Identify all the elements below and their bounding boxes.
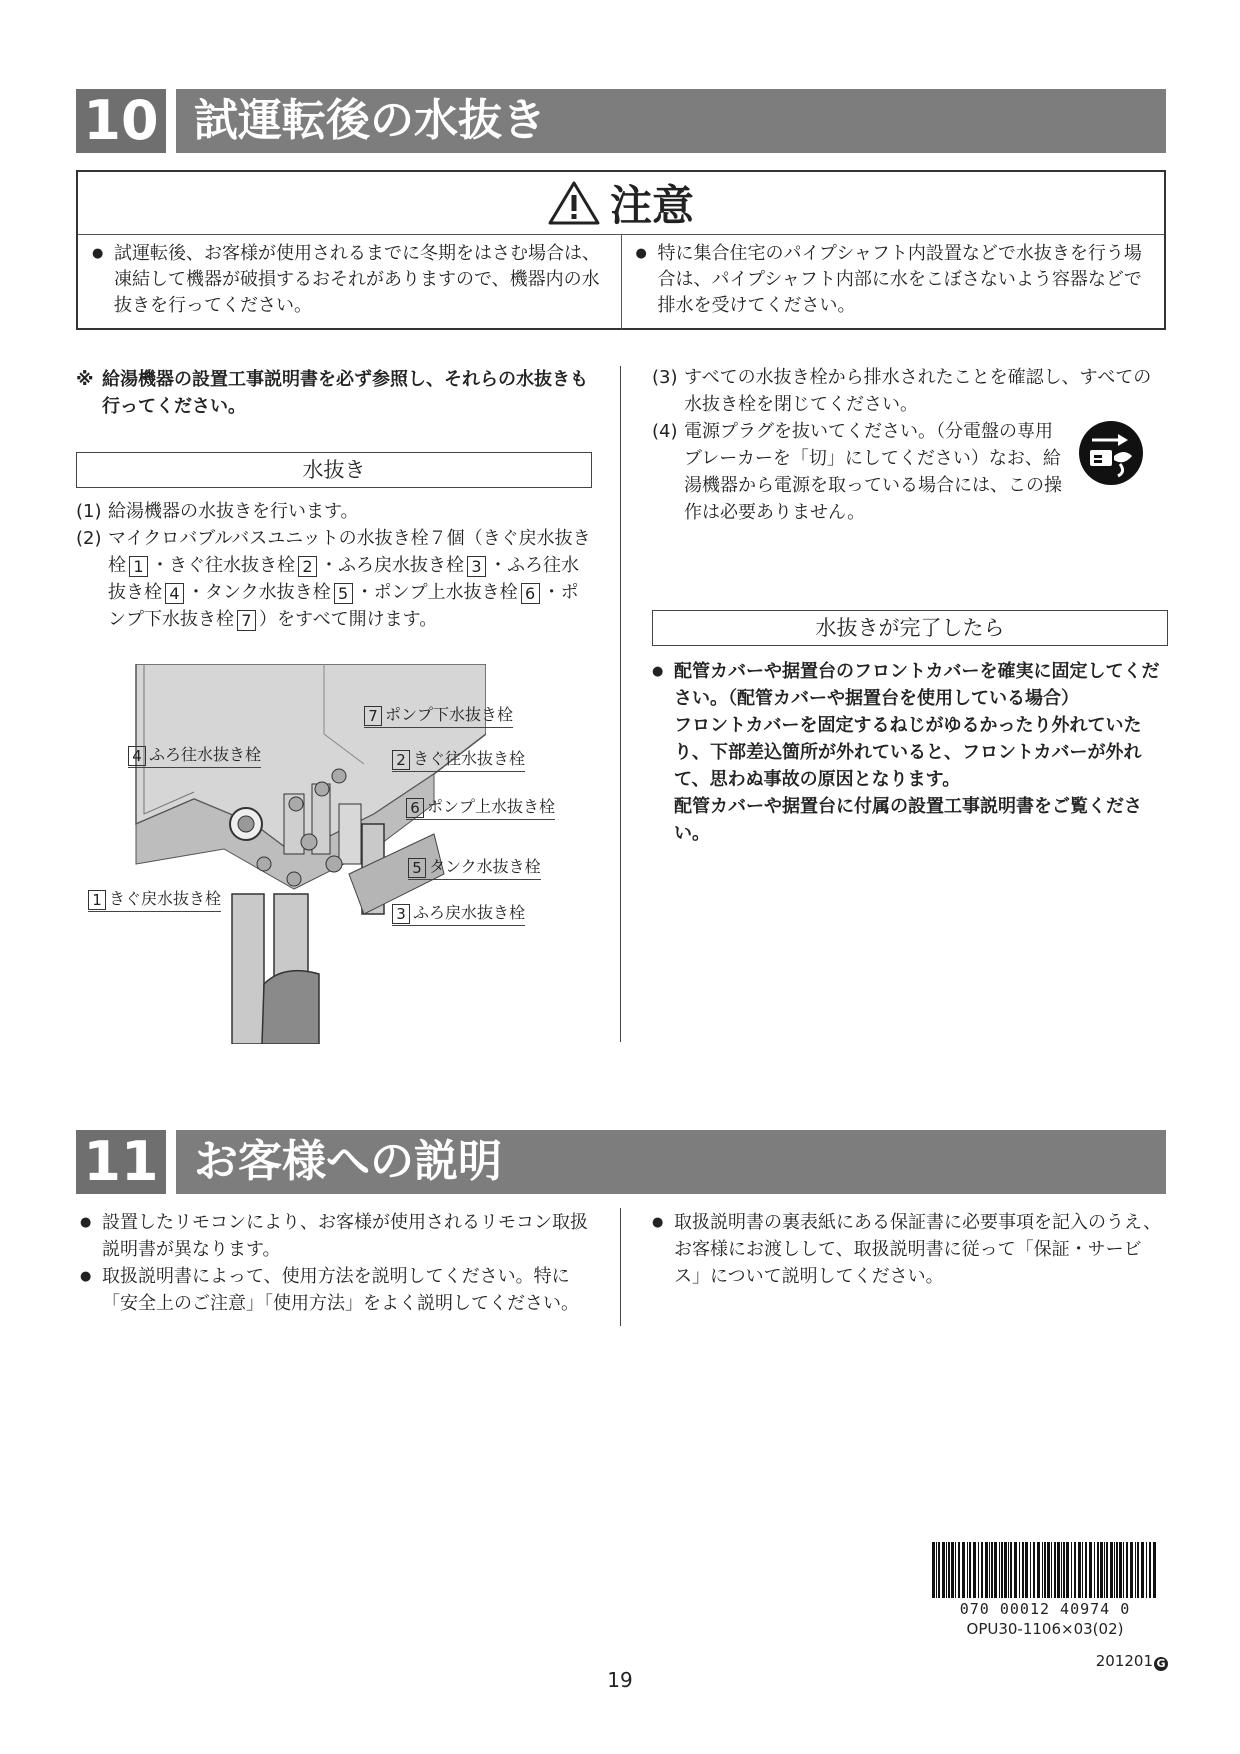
step-2-text-1: ・きぐ往水抜き栓 — [151, 555, 295, 576]
step-3 — [652, 364, 1168, 418]
barcode-bar — [946, 1542, 947, 1598]
doc-code: OPU30-1106×03(02) — [966, 1620, 1124, 1638]
caution-header — [78, 172, 1164, 235]
barcode-bar — [1094, 1542, 1095, 1598]
barcode-bar — [1014, 1542, 1017, 1598]
mizunuki-steps — [76, 498, 594, 633]
step-2-text-7: ）をすべて開けます。 — [259, 609, 438, 630]
barcode-bar — [999, 1542, 1000, 1598]
complete-text-2: フロントカバーを固定するねじがゆるかったり外れていたり、下部差込箇所が外れていると、フロントカバーが外れて、思わぬ事故の原因となります。 — [674, 715, 1142, 790]
barcode-bar — [1135, 1542, 1136, 1598]
plug-number-7: 7 — [237, 610, 256, 631]
section-11-left — [80, 1209, 594, 1317]
section-11-right — [652, 1209, 1168, 1290]
plug-number-2: 2 — [298, 556, 317, 577]
barcode-bar — [1033, 1542, 1035, 1598]
section-10-title: 試運転後の水抜き — [176, 89, 1166, 153]
step-4-text: 電源プラグを抜いてください。（分電盤の専用ブレーカーを「切」にしてください）なお、給湯機器から電源を取っている場合には、この操作は必要ありません。 — [684, 421, 1062, 523]
barcode-bar — [1119, 1542, 1122, 1598]
plug-number-3: 3 — [467, 556, 486, 577]
callout-plug-5 — [408, 856, 541, 880]
g-mark-icon: G — [1154, 1657, 1168, 1671]
note-text: 給湯機器の設置工事説明書を必ず参照し、それらの水抜きも行ってください。 — [102, 369, 588, 417]
barcode-bar — [967, 1542, 968, 1598]
barcode-bar — [936, 1542, 937, 1598]
complete-text-3: 配管カバーや据置台に付属の設置工事説明書をご覧ください。 — [674, 796, 1142, 844]
barcode-bar — [1037, 1542, 1040, 1598]
explain-item-2: ● 取扱説明書によって、使用方法を説明してください。特に「安全上のご注意」「使用方法」をよく説明してください。 — [80, 1263, 594, 1317]
explain-item-1: ● 設置したリモコンにより、お客様が使用されるリモコン取扱説明書が異なります。 — [80, 1209, 594, 1263]
barcode-bar — [1044, 1542, 1046, 1598]
callout-plug-1-text: きぐ戻水抜き栓 — [109, 889, 222, 908]
callout-plug-1-num: 1 — [88, 890, 106, 910]
barcode-bar — [1116, 1542, 1118, 1598]
section-11-title: お客様への説明 — [176, 1130, 1166, 1194]
barcode-bar — [1025, 1542, 1028, 1598]
barcode-bar — [1126, 1542, 1128, 1598]
note — [76, 366, 596, 420]
callout-plug-2-num: 2 — [392, 750, 410, 770]
step-4-num: (4) — [652, 421, 678, 442]
caution-box — [76, 170, 1166, 330]
barcode-bar — [1104, 1542, 1105, 1598]
note-mark: ※ — [76, 369, 94, 390]
callout-plug-6-text: ポンプ上水抜き栓 — [427, 797, 556, 816]
plug-number-4: 4 — [165, 583, 184, 604]
barcode-bar — [1089, 1542, 1092, 1598]
barcode-bar — [973, 1542, 976, 1598]
unplug-icon — [1078, 420, 1144, 486]
callout-plug-4 — [128, 744, 261, 768]
column-divider-10 — [620, 366, 621, 1042]
date-code — [1040, 1652, 1168, 1671]
barcode-bar — [1078, 1542, 1081, 1598]
page-number: 19 — [607, 1668, 633, 1692]
barcode-bar — [1141, 1542, 1144, 1598]
plug-number-1: 1 — [129, 556, 148, 577]
callout-plug-7-num: 7 — [364, 706, 382, 726]
callout-plug-6 — [406, 796, 555, 820]
step-2-text-0: マイクロバブルバスユニットの水抜き栓７個（きぐ戻水抜き栓 — [108, 528, 591, 576]
barcode-bar — [1063, 1542, 1065, 1598]
complete-item — [652, 658, 1170, 847]
barcode-bar — [955, 1542, 956, 1598]
barcode-bar — [981, 1542, 983, 1598]
callout-plug-1 — [88, 888, 221, 912]
barcode-number: 070 00012 40974 0 — [959, 1600, 1131, 1618]
barcode-bar — [985, 1542, 988, 1598]
barcode-bar — [1001, 1542, 1003, 1598]
barcode-bar — [978, 1542, 979, 1598]
barcode-bar — [948, 1542, 950, 1598]
barcode-bar — [1022, 1542, 1024, 1598]
step-2-text-4: ・タンク水抜き栓 — [187, 582, 331, 603]
callout-plug-2 — [392, 748, 525, 772]
section-10-number: 10 — [76, 89, 166, 153]
barcode-bar — [1149, 1542, 1151, 1598]
barcode-bar — [1123, 1542, 1124, 1598]
barcode-bar — [1071, 1542, 1072, 1598]
plug-number-6: 6 — [521, 583, 540, 604]
step-3-text: すべての水抜き栓から排水されたことを確認し、すべての水抜き栓を閉じてください。 — [684, 367, 1152, 415]
callout-plug-3 — [392, 902, 525, 926]
barcode-bar — [958, 1542, 960, 1598]
barcode-bar — [994, 1542, 997, 1598]
barcode-bar — [1030, 1542, 1031, 1598]
complete-text-1: ● 配管カバーや据置台のフロントカバーを確実に固定してください。（配管カバーや据置台を使用している場合） — [674, 661, 1160, 709]
barcode-bar — [1082, 1542, 1083, 1598]
step-2-text-3: ・ふろ往水抜き栓 — [108, 555, 579, 603]
caution-left-text: ● 試運転後、お客様が使用されるまでに冬期をはさむ場合は、凍結して機器が破損するおそれがありますので、機器内の水抜きを行ってください。 — [92, 241, 609, 319]
barcode-bar — [1057, 1542, 1060, 1598]
callout-plug-3-num: 3 — [392, 904, 410, 924]
barcode-bar — [1114, 1542, 1115, 1598]
barcode-bar — [1047, 1542, 1050, 1598]
step-4 — [652, 418, 1069, 526]
barcode-bar — [1051, 1542, 1052, 1598]
step-2-text — [108, 528, 591, 630]
callout-plug-3-text: ふろ戻水抜き栓 — [413, 903, 526, 922]
barcode-bar — [1004, 1542, 1007, 1598]
barcode-bar — [1066, 1542, 1069, 1598]
step-2 — [76, 525, 594, 633]
caution-right-text: ● 特に集合住宅のパイプシャフト内設置などで水抜きを行う場合は、パイプシャフト内部に水をこぼさないよう容器などで排水を受けてください。 — [636, 241, 1153, 319]
step-2-text-5: ・ポンプ上水抜き栓 — [355, 582, 518, 603]
barcode-bar — [1153, 1542, 1156, 1598]
barcode-bar — [1061, 1542, 1062, 1598]
barcode-bar — [1097, 1542, 1099, 1598]
explain-item-3: ● 取扱説明書の裏表紙にある保証書に必要事項を記入のうえ、お客様にお渡しして、取扱説明書に従って「保証・サービス」について説明してください。 — [652, 1209, 1168, 1290]
warning-triangle-icon — [548, 180, 600, 226]
barcode-bar — [1100, 1542, 1103, 1598]
barcode-bar — [1042, 1542, 1043, 1598]
date-code-text: 201201 — [1095, 1652, 1153, 1670]
step-2-text-2: ・ふろ戻水抜き栓 — [320, 555, 464, 576]
callout-plug-2-text: きぐ往水抜き栓 — [413, 749, 526, 768]
barcode-bar — [951, 1542, 954, 1598]
step-2-text-6: ・ポンプ下水抜き栓 — [108, 582, 579, 630]
callout-plug-7 — [364, 704, 513, 728]
barcode-image — [930, 1542, 1160, 1602]
barcode-bar — [1130, 1542, 1133, 1598]
barcode-bar — [1106, 1542, 1108, 1598]
barcode-bar — [969, 1542, 971, 1598]
callout-plug-5-num: 5 — [408, 858, 426, 878]
callout-plug-7-text: ポンプ下水抜き栓 — [385, 705, 514, 724]
complete-heading: 水抜きが完了したら — [652, 610, 1168, 646]
plug-number-5: 5 — [334, 583, 353, 604]
barcode-bar — [942, 1542, 945, 1598]
barcode-bar — [1085, 1542, 1087, 1598]
callout-plug-4-num: 4 — [128, 746, 146, 766]
caution-title: 注意 — [609, 181, 694, 230]
section-11-number: 11 — [76, 1130, 166, 1194]
barcode-bar — [1010, 1542, 1012, 1598]
callout-plug-5-text: タンク水抜き栓 — [429, 857, 541, 876]
barcode-bar — [1110, 1542, 1113, 1598]
complete-text — [652, 658, 1170, 847]
barcode-bar — [932, 1542, 935, 1598]
barcode-bar — [1054, 1542, 1056, 1598]
barcode-bar — [938, 1542, 940, 1598]
barcode-bar — [991, 1542, 993, 1598]
step-2-num: (2) — [76, 528, 102, 549]
column-divider-11 — [620, 1208, 621, 1326]
barcode-bar — [1019, 1542, 1020, 1598]
callout-plug-4-text: ふろ往水抜き栓 — [149, 745, 262, 764]
barcode-bar — [1074, 1542, 1076, 1598]
barcode-bar — [1146, 1542, 1147, 1598]
barcode-bar — [1137, 1542, 1139, 1598]
step-1-num: (1) — [76, 501, 102, 522]
callout-plug-6-num: 6 — [406, 798, 424, 818]
step-3-num: (3) — [652, 367, 678, 388]
mizunuki-heading: 水抜き — [76, 452, 592, 488]
barcode-bar — [962, 1542, 965, 1598]
barcode-bar — [1008, 1542, 1009, 1598]
barcode-bar — [989, 1542, 990, 1598]
step-1-text: 給湯機器の水抜きを行います。 — [108, 501, 359, 522]
step-1 — [76, 498, 594, 525]
